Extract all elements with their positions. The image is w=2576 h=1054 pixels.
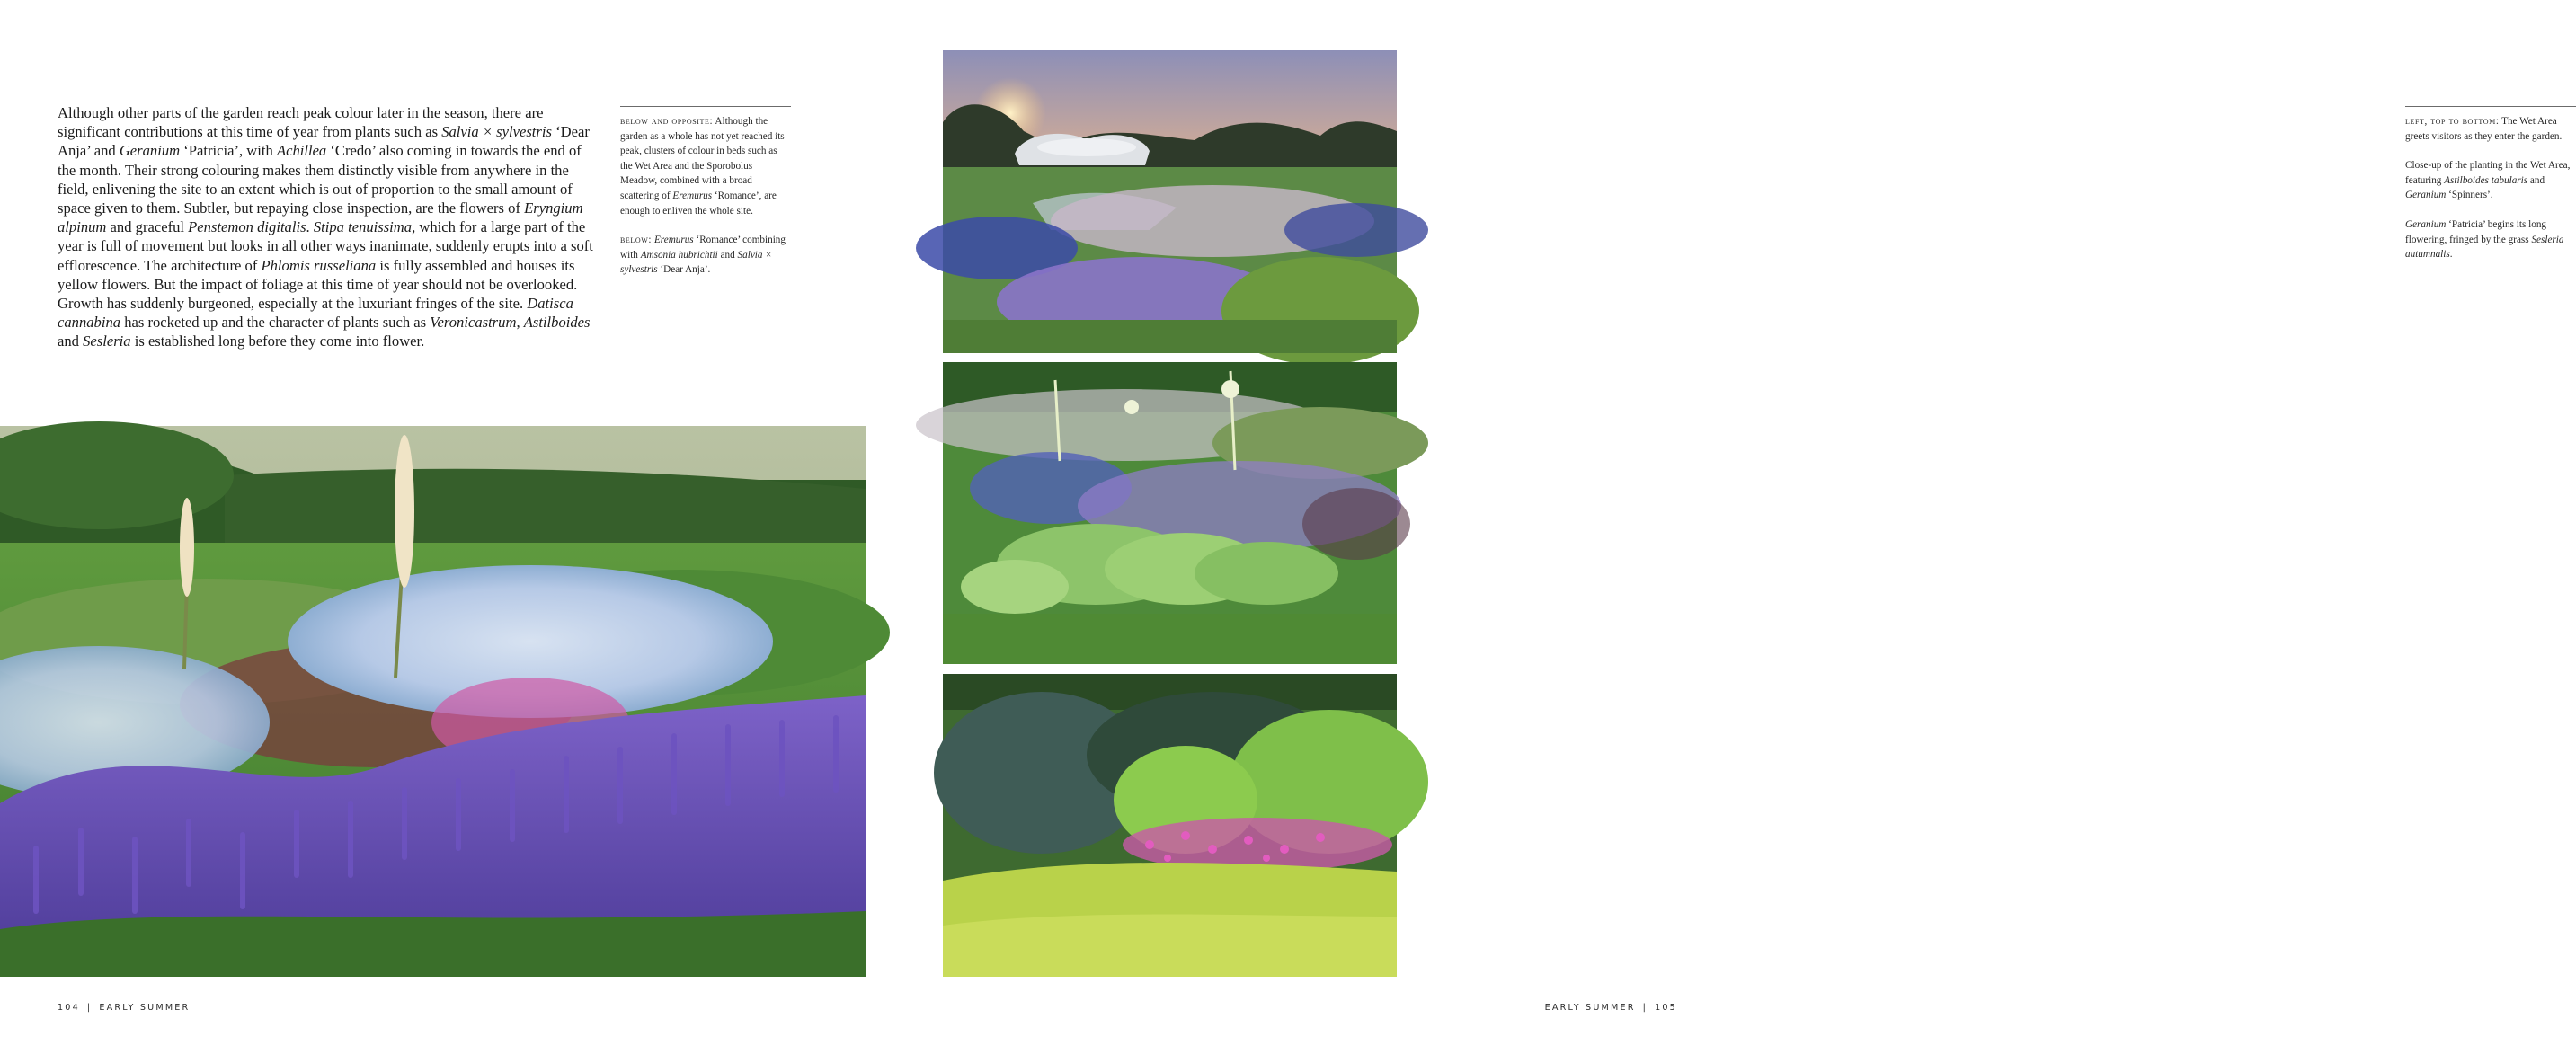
caption-lead: left, top to bottom: <box>2405 116 2500 127</box>
italic-term: Eremurus <box>653 235 694 246</box>
italic-term: Astilboides tabularis <box>2444 174 2528 186</box>
caption-right <box>2405 106 2576 277</box>
text-run: Close-up of the planting in the Wet Area, featuring <box>2405 160 2571 186</box>
caption-paragraph <box>620 233 791 278</box>
section-title: EARLY SUMMER <box>99 1003 191 1013</box>
italic-term: Geranium <box>119 142 181 160</box>
caption-lead: below: <box>620 235 653 246</box>
wet-area-sunset-photo <box>943 50 1397 353</box>
text-run: and graceful <box>106 218 189 236</box>
main-garden-photo <box>0 426 866 977</box>
italic-term: Sesleria <box>83 332 131 350</box>
text-run: ‘Patricia’, with <box>180 142 277 160</box>
italic-term: Eremurus <box>672 190 713 201</box>
folio-left <box>58 1003 190 1013</box>
caption-paragraph <box>620 114 791 218</box>
italic-term: Geranium <box>2405 190 2447 201</box>
text-run: ‘Dear Anja’. <box>657 264 711 276</box>
text-run: ‘Romance’ combining with <box>620 235 786 261</box>
caption-lead: below and opposite: <box>620 116 714 127</box>
section-title: EARLY SUMMER <box>1544 1003 1636 1013</box>
folio-right <box>1545 1003 1677 1013</box>
text-run: . <box>2449 249 2453 261</box>
italic-term: Achillea <box>276 142 327 160</box>
italic-term: Stipa tenuissima <box>313 218 413 236</box>
text-run: ‘Romance’, are enough to enliven the whole site. <box>620 190 777 217</box>
text-run: , <box>516 314 524 332</box>
astilboides-geranium-photo <box>943 362 1397 664</box>
italic-term: Amsonia hubrichtii <box>640 249 718 261</box>
italic-term: Geranium <box>2405 218 2447 230</box>
main-photo-illustration <box>0 426 866 977</box>
body-text <box>58 103 601 351</box>
folio-separator: | <box>86 1003 93 1013</box>
text-run: The Wet Area greets visitors as they enter the garden. <box>2405 116 2563 142</box>
caption-paragraph <box>2405 158 2576 203</box>
folio-separator: | <box>1642 1003 1648 1013</box>
italic-term: Salvia × sylvestris <box>620 249 772 276</box>
text-run: is fully assembled and houses its yellow flowers. But the impact of foliage at this time of year should not be overlooked. Growth has suddenly burgeoned, especially at the luxuriant fringes of the site. <box>58 256 578 313</box>
caption-paragraph <box>2405 114 2576 144</box>
text-run: and <box>58 332 84 350</box>
astilboides-photo-illustration <box>943 362 1397 664</box>
left-page <box>0 0 899 1054</box>
italic-term: Salvia × sylvestris <box>441 123 552 141</box>
geranium-photo-illustration <box>943 674 1397 977</box>
text-run: Although the garden as a whole has not yet reached its peak, clusters of colour in beds such as the Wet Area and the Sporobolus Meadow, combined with a broad scattering of <box>620 116 785 201</box>
italic-term: Datisca cannabina <box>58 295 573 332</box>
text-run: . <box>306 218 314 236</box>
caption-left <box>620 106 791 292</box>
caption-paragraph <box>2405 217 2576 262</box>
text-run: and <box>717 249 738 261</box>
italic-term: Astilboides <box>523 314 591 332</box>
text-run: ‘Dear Anja’ and <box>58 123 590 160</box>
text-run: Although other parts of the garden reach peak colour later in the season, there are significant contributions at this time of year from plants such as <box>58 104 544 141</box>
page-number: 105 <box>1655 1003 1677 1013</box>
page-number: 104 <box>58 1003 80 1013</box>
italic-term: Penstemon digitalis <box>188 218 306 236</box>
text-run: is established long before they come into flower. <box>130 332 425 350</box>
sunset-photo-illustration <box>943 50 1397 353</box>
text-run: ‘Spinners’. <box>2446 190 2493 201</box>
text-run: and <box>2527 174 2545 186</box>
italic-term: Phlomis russeliana <box>261 256 377 274</box>
text-run: , which for a large part of the year is full of movement but looks in all other ways inanimate, suddenly erupts into a soft efflorescence. The architecture of <box>58 218 593 274</box>
italic-term: Eryngium alpinum <box>58 199 583 236</box>
italic-term: Veronicastrum <box>430 314 517 332</box>
text-run: ‘Credo’ also coming in towards the end of the month. Their strong colouring makes them distinctly visible from anywhere in the field, enlivening the site to an extent which is out of proportion to the small amount of space given to them. Subtler, but repaying close inspection, are the flowers of <box>58 142 582 217</box>
text-run: ‘Patricia’ begins its long flowering, fringed by the grass <box>2405 218 2547 245</box>
italic-term: Sesleria autumnalis <box>2405 234 2564 261</box>
geranium-sesleria-photo <box>943 674 1397 977</box>
text-run: has rocketed up and the character of plants such as <box>120 314 431 332</box>
